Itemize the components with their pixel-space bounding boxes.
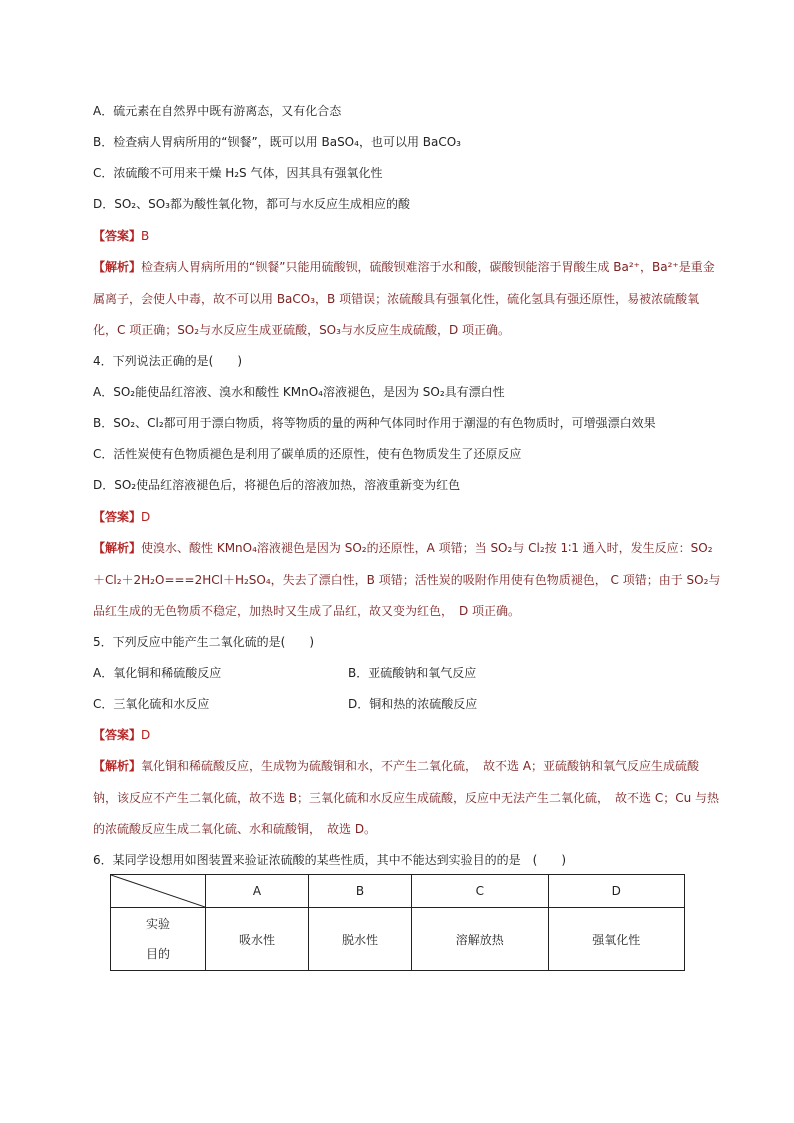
answer-value: D [141, 728, 151, 742]
q5-option-c: C．三氧化硫和水反应 [93, 697, 210, 711]
row-label-line1: 实验 [145, 917, 170, 931]
q5-option-a: A．氧化铜和稀硫酸反应 [93, 666, 222, 680]
q4-option-c: C．活性炭使有色物质褪色是利用了碳单质的还原性，使有色物质发生了还原反应 [93, 447, 522, 461]
table-header-a: A [206, 875, 309, 908]
q3-option-a: A．硫元素在自然界中既有游离态，又有化合态 [93, 104, 342, 118]
analysis-label: 【解析】 [93, 541, 142, 555]
q3-analysis [93, 252, 721, 347]
analysis-text: 氧化铜和稀硫酸反应，生成物为硫酸铜和水，不产生二氧化硫， 故不选 A；亚硫酸钠和氧气反应生成硫酸钠，该反应不产生二氧化硫，故不选 B；三氧化硫和水反应生成硫酸，反应中无法产生二氧化硫， 故不选 C；Cu 与热的浓硫酸反应生成二氧化硫、水和硫酸铜， 故选 D。 [93, 759, 720, 836]
row-label-line2: 目的 [145, 947, 170, 961]
table-row-label [111, 908, 206, 971]
answer-value: D [141, 510, 151, 524]
analysis-text: 使溴水、酸性 KMnO₄溶液褪色是因为 SO₂的还原性，A 项错；当 SO₂与 Cl₂按 1∶1 通入时，发生反应：SO₂＋Cl₂＋2H₂O===2HCl＋H₂SO₄，失去了漂白性，B 项错；活性炭的吸附作用使有色物质褪色， C 项错；由于 SO₂与品红生成的无色物质不稳定，加热时又生成了品红，故又变为红色， D 项正确。 [93, 541, 721, 618]
q4-option-a: A．SO₂能使品红溶液、溴水和酸性 KMnO₄溶液褪色，是因为 SO₂具有漂白性 [93, 385, 505, 399]
q3-option-d: D．SO₂、SO₃都为酸性氧化物，都可与水反应生成相应的酸 [93, 197, 410, 211]
q6-stem: 6．某同学设想用如图装置来验证浓硫酸的某些性质，其中不能达到实验目的的是 ( ) [93, 853, 567, 867]
answer-label: 【答案】 [93, 728, 142, 742]
q4-answer [93, 509, 150, 525]
table-cell-b: 脱水性 [309, 908, 412, 971]
q4-option-d: D．SO₂使品红溶液褪色后，将褪色后的溶液加热，溶液重新变为红色 [93, 478, 461, 492]
table-cell-a: 吸水性 [206, 908, 309, 971]
table-corner-cell [111, 875, 206, 908]
answer-label: 【答案】 [93, 229, 142, 243]
table-header-d: D [548, 875, 684, 908]
q5-option-b: B．亚硫酸钠和氧气反应 [348, 666, 477, 680]
q5-option-d: D．铜和热的浓硫酸反应 [348, 697, 478, 711]
q3-answer [93, 228, 149, 244]
analysis-label: 【解析】 [93, 759, 142, 773]
q4-option-b: B．SO₂、Cl₂都可用于漂白物质，将等物质的量的两种气体同时作用于潮湿的有色物质时，可增强漂白效果 [93, 416, 656, 430]
q4-analysis [93, 533, 721, 628]
table-cell-d: 强氧化性 [548, 908, 684, 971]
answer-value: B [141, 229, 150, 243]
table-header-c: C [412, 875, 548, 908]
table-header-b: B [309, 875, 412, 908]
diagonal-line [111, 875, 205, 907]
q5-analysis [93, 751, 721, 846]
analysis-text: 检查病人胃病所用的“钡餐”只能用硫酸钡，硫酸钡难溶于水和酸，碳酸钡能溶于胃酸生成 Ba²⁺，Ba²⁺是重金属离子，会使人中毒，故不可以用 BaCO₃，B 项错误；浓硫酸具有强氧化性，硫化氢具有强还原性，易被浓硫酸氧化，C 项正确；SO₂与水反应生成亚硫酸，SO₃与水反应生成硫酸，D 项正确。 [93, 260, 715, 337]
q5-stem: 5．下列反应中能产生二氧化硫的是( ) [93, 635, 314, 649]
q5-answer [93, 727, 150, 743]
answer-label: 【答案】 [93, 510, 142, 524]
q3-option-b: B．检查病人胃病所用的“钡餐”，既可以用 BaSO₄，也可以用 BaCO₃ [93, 135, 461, 149]
q3-option-c: C．浓硫酸不可用来干燥 H₂S 气体，因其具有强氧化性 [93, 166, 383, 180]
analysis-label: 【解析】 [93, 260, 142, 274]
q6-table [110, 874, 685, 971]
table-cell-c: 溶解放热 [412, 908, 548, 971]
q4-stem: 4．下列说法正确的是( ) [93, 354, 242, 368]
